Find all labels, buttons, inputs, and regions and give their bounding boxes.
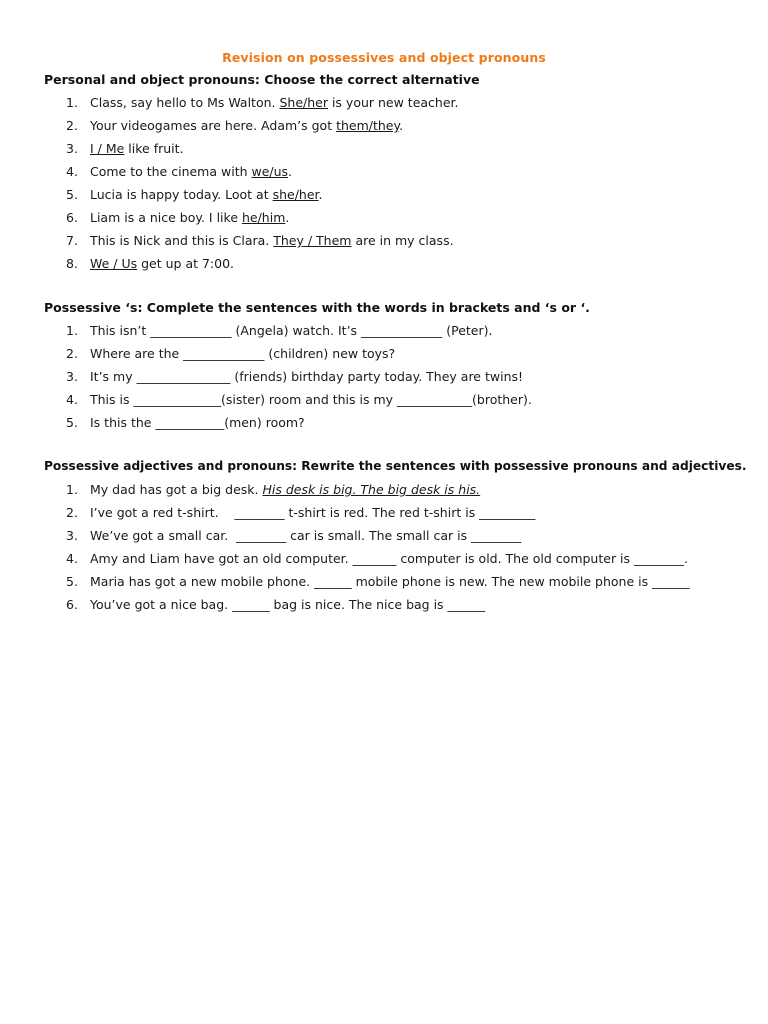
item-text-before: Your videogames are here. Adam’s got [90,118,337,133]
item-text: This isn’t _____________ (Angela) watch. It’s _____________ (Peter). [90,323,493,338]
item-text-after: . [318,187,323,202]
item-number: 4. [66,392,78,407]
item-text [90,478,480,501]
item-number: 7. [66,233,78,248]
item-text [90,114,403,137]
item-number: 1. [66,323,78,338]
item-text [90,206,289,229]
item-number: 1. [66,95,78,110]
item-text [90,91,459,114]
item-text: Is this the ___________(men) room? [90,415,305,430]
item-number: 5. [66,574,78,589]
pronoun-choice: them/they [336,118,400,133]
item-text: This is ______________(sister) room and this is my ____________(brother). [90,392,532,407]
item-text-before: Liam is a nice boy. I like [90,210,242,225]
item-number: 6. [66,597,78,612]
item-text [90,137,184,160]
item-text-before: Lucia is happy today. Loot at [90,187,273,202]
item-text-before: This is Nick and this is Clara. [90,233,274,248]
item-text: It’s my _______________ (friends) birthday party today. They are twins! [90,369,524,384]
item-text [90,252,234,275]
pronoun-choice: They / Them [273,233,352,248]
pronoun-choice: she/her [272,187,319,202]
item-number: 6. [66,210,78,225]
item-text-after: . [399,118,404,133]
item-number: 4. [66,551,78,566]
item-text: We’ve got a small car. ________ car is small. The small car is ________ [90,528,522,543]
item-text-before: My dad has got a big desk. [90,482,263,497]
item-number: 5. [66,415,78,430]
pronoun-choice: I / Me [90,141,125,156]
item-number: 5. [66,187,78,202]
item-text [90,183,323,206]
item-text: Where are the _____________ (children) new toys? [90,346,396,361]
item-text-after: like fruit. [124,141,184,156]
pronoun-choice: he/him [241,210,286,225]
item-number: 8. [66,256,78,271]
item-text [90,160,292,183]
example-answer: His desk is big. The big desk is his. [262,482,481,497]
item-number: 2. [66,346,78,361]
item-text-before: Class, say hello to Ms Walton. [90,95,280,110]
item-text-after: are in my class. [351,233,454,248]
item-text: I’ve got a red t-shirt. ________ t-shirt is red. The red t-shirt is _________ [90,505,536,520]
item-number: 3. [66,141,78,156]
item-number: 2. [66,505,78,520]
item-text: You’ve got a nice bag. ______ bag is nice. The nice bag is ______ [90,597,486,612]
pronoun-choice: We / Us [90,256,138,271]
section3-heading: Possessive adjectives and pronouns: Rewrite the sentences with possessive pronouns and adjectives. [44,459,747,473]
worksheet-title: Revision on possessives and object pronouns [222,50,546,65]
item-text-after: is your new teacher. [327,95,459,110]
item-text-after: get up at 7:00. [137,256,235,271]
item-text-after: . [288,164,293,179]
section2-heading: Possessive ‘s: Complete the sentences with the words in brackets and ‘s or ‘. [44,300,590,315]
section1-heading: Personal and object pronouns: Choose the correct alternative [44,72,480,87]
item-text-before: Come to the cinema with [90,164,252,179]
item-number: 2. [66,118,78,133]
item-number: 1. [66,482,78,497]
item-text: Maria has got a new mobile phone. ______ mobile phone is new. The new mobile phone is ______ [90,574,690,589]
item-text: Amy and Liam have got an old computer. _______ computer is old. The old computer is ________. [90,551,688,566]
item-number: 4. [66,164,78,179]
item-number: 3. [66,528,78,543]
item-number: 3. [66,369,78,384]
pronoun-choice: we/us [251,164,289,179]
item-text-after: . [285,210,290,225]
pronoun-choice: She/her [279,95,328,110]
item-text [90,229,454,252]
